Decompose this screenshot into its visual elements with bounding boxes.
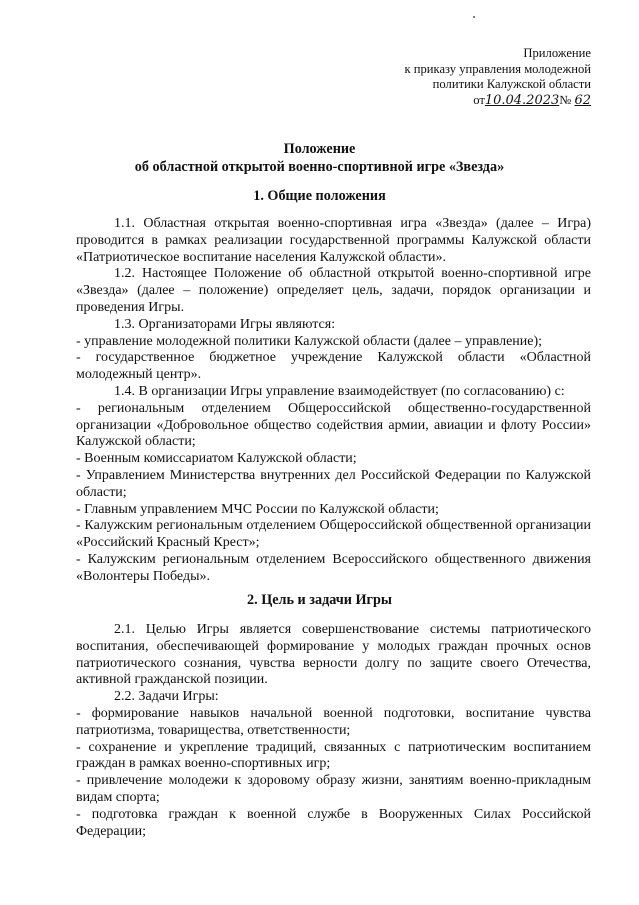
- paragraph: 1.4. В организации Игры управление взаимодействует (по согласованию) с:: [114, 383, 565, 399]
- document-title: [0, 140, 639, 176]
- handwritten-date: 10.04.2023: [484, 92, 560, 108]
- handwritten-number: 62: [574, 92, 591, 108]
- paragraph: 1.3. Организаторами Игры являются:: [114, 316, 336, 332]
- annex-header: [404, 46, 591, 108]
- annex-line-1: Приложение: [523, 46, 591, 60]
- title-line-1: Положение: [283, 141, 356, 157]
- section-1-heading: 1. Общие положения: [253, 188, 386, 204]
- annex-date-line: [404, 93, 591, 109]
- paragraph: 1.1. Областная открытая военно-спортивная игра «Звезда» (далее – Игра) проводится в рамках реализации государственной программы Калужской области «Патриотическое воспитание населения Калужской области».: [76, 216, 591, 265]
- annex-line-3: политики Калужской области: [432, 77, 591, 91]
- paragraph: 1.2. Настоящее Положение об областной открытой военно-спортивной игре «Звезда» (далее – положение) определяет цель, задачи, порядок организации и проведения Игры.: [76, 266, 591, 315]
- list-item: - Главным управлением МЧС России по Калужской области;: [76, 501, 439, 517]
- list-item: - сохранение и укрепление традиций, связанных с патриотическим воспитанием граждан в рамках военно-спортивных игр;: [76, 739, 591, 772]
- section-2-body: [76, 622, 591, 840]
- list-item: - государственное бюджетное учреждение Калужской области «Областной молодежный центр».: [76, 350, 591, 383]
- annex-line-2: к приказу управления молодежной: [404, 61, 591, 76]
- list-item: - управление молодежной политики Калужской области (далее – управление);: [76, 333, 543, 349]
- section-1-body: [76, 216, 591, 586]
- list-item: - Военным комиссариатом Калужской области;: [76, 451, 357, 467]
- date-prefix: от: [473, 92, 485, 107]
- paragraph: 2.1. Целью Игры является совершенствование системы патриотического воспитания, обеспечивающей формирование у молодых граждан прочных основ патриотического сознания, чувства верности долгу по защите своего Отечества, активной гражданской позиции.: [76, 622, 591, 688]
- list-item: - формирование навыков начальной военной подготовки, воспитание чувства патриотизма, товарищества, ответственности;: [76, 705, 591, 738]
- paragraph: 2.2. Задачи Игры:: [114, 689, 219, 705]
- list-item: - Управлением Министерства внутренних дел Российской Федерации по Калужской области;: [76, 467, 591, 500]
- section-2-heading: 2. Цель и задачи Игры: [247, 592, 392, 608]
- list-item: - подготовка граждан к военной службе в Вооруженных Силах Российской Федерации;: [76, 806, 591, 839]
- scan-speck: [473, 16, 475, 18]
- number-prefix: №: [559, 92, 572, 107]
- list-item: - региональным отделением Общероссийской общественно-государственной организации «Добровольное общество содействия армии, авиации и флоту России» Калужской области;: [76, 400, 591, 450]
- list-item: - привлечение молодежи к здоровому образу жизни, занятиям военно-прикладным видам спорта;: [76, 773, 591, 805]
- list-item: - Калужским региональным отделением Общероссийской общественной организации «Российский Красный Крест»;: [76, 518, 591, 551]
- title-line-2: об областной открытой военно-спортивной игре «Звезда»: [134, 159, 505, 175]
- list-item: - Калужским региональным отделением Всероссийского общественного движения «Волонтеры Победы».: [76, 551, 591, 584]
